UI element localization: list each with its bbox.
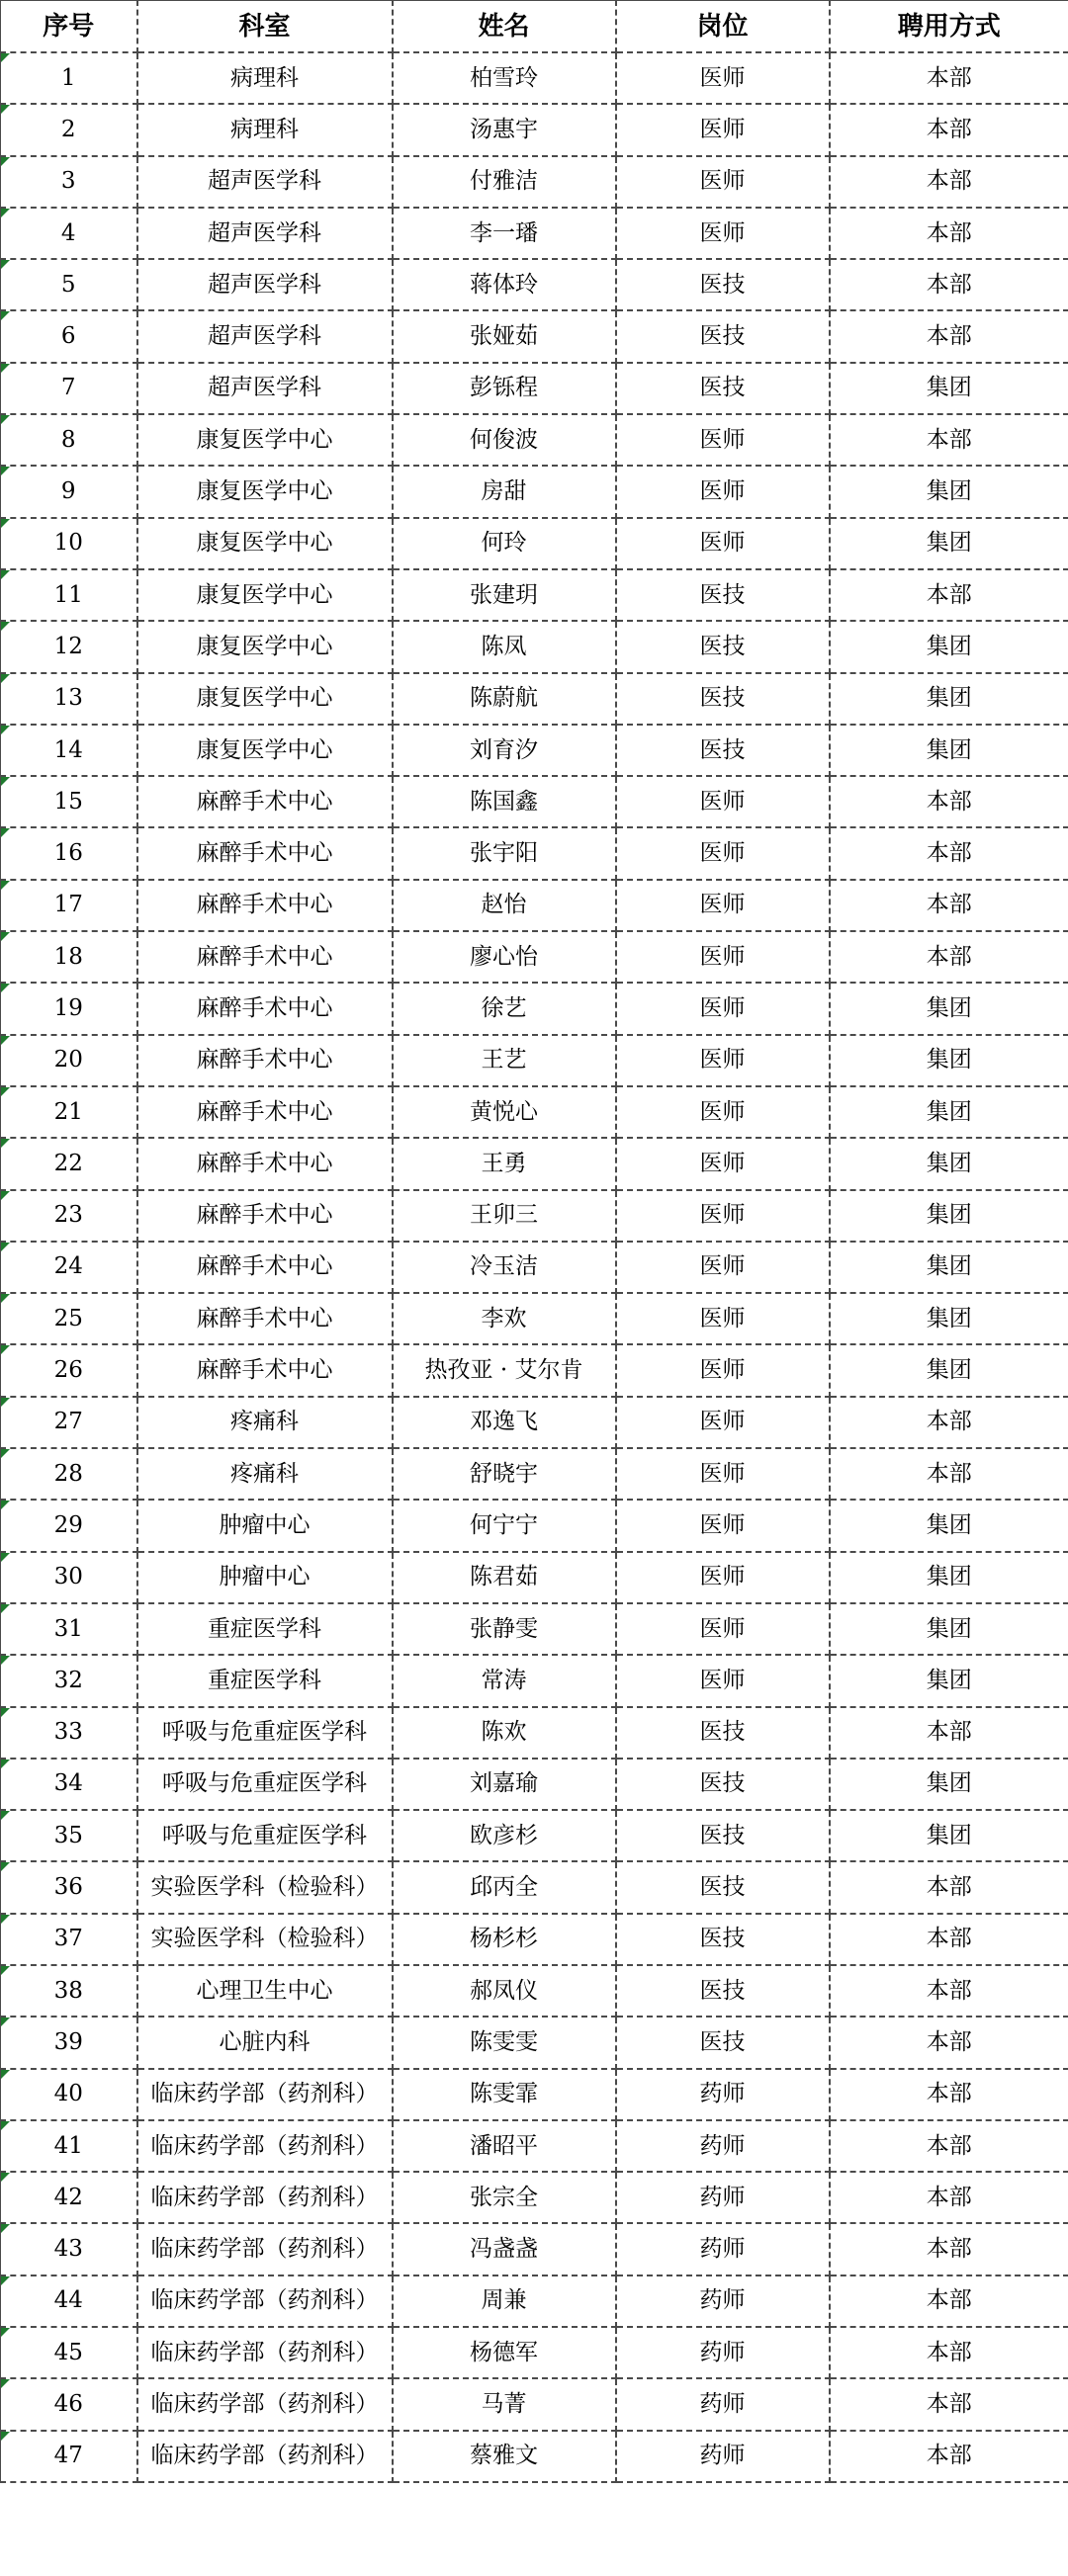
cell-name: 蔡雅文 xyxy=(393,2431,616,2482)
cell-name: 付雅洁 xyxy=(393,156,616,208)
cell-dept: 麻醉手术中心 xyxy=(137,776,393,827)
cell-employment: 本部 xyxy=(830,1448,1068,1500)
cell-no: 30 xyxy=(1,1552,137,1603)
cell-no: 34 xyxy=(1,1759,137,1810)
cell-post: 医师 xyxy=(616,1655,830,1706)
cell-employment: 本部 xyxy=(830,2120,1068,2172)
cell-post: 医技 xyxy=(616,569,830,621)
cell-dept: 疼痛科 xyxy=(137,1397,393,1448)
cell-employment: 集团 xyxy=(830,1552,1068,1603)
cell-post: 医师 xyxy=(616,880,830,931)
cell-dept: 实验医学科（检验科） xyxy=(137,1861,393,1913)
cell-dept: 肿瘤中心 xyxy=(137,1500,393,1551)
cell-dept: 临床药学部（药剂科） xyxy=(137,2378,393,2430)
table-row xyxy=(1,104,1068,155)
cell-name: 柏雪玲 xyxy=(393,52,616,104)
table-row xyxy=(1,1397,1068,1448)
cell-post: 药师 xyxy=(616,2172,830,2223)
cell-post: 医师 xyxy=(616,1603,830,1655)
cell-no: 32 xyxy=(1,1655,137,1706)
cell-post: 医技 xyxy=(616,2017,830,2068)
cell-employment: 本部 xyxy=(830,2275,1068,2327)
cell-no: 13 xyxy=(1,673,137,725)
table-row xyxy=(1,2431,1068,2482)
table-row xyxy=(1,259,1068,310)
cell-post: 医师 xyxy=(616,1190,830,1242)
cell-dept: 超声医学科 xyxy=(137,156,393,208)
cell-no: 8 xyxy=(1,414,137,466)
table-row xyxy=(1,1500,1068,1551)
cell-dept: 肿瘤中心 xyxy=(137,1552,393,1603)
cell-post: 医技 xyxy=(616,1965,830,2017)
cell-employment: 本部 xyxy=(830,569,1068,621)
cell-dept: 重症医学科 xyxy=(137,1655,393,1706)
cell-employment: 本部 xyxy=(830,2223,1068,2275)
cell-dept: 临床药学部（药剂科） xyxy=(137,2120,393,2172)
table-row xyxy=(1,1707,1068,1759)
table-row xyxy=(1,2172,1068,2223)
cell-dept: 康复医学中心 xyxy=(137,569,393,621)
header-row xyxy=(1,1,1068,53)
cell-dept: 病理科 xyxy=(137,104,393,155)
cell-employment: 本部 xyxy=(830,2327,1068,2378)
cell-employment: 集团 xyxy=(830,1759,1068,1810)
cell-no: 10 xyxy=(1,518,137,569)
cell-dept: 超声医学科 xyxy=(137,259,393,310)
table-row xyxy=(1,1242,1068,1293)
cell-dept: 麻醉手术中心 xyxy=(137,1190,393,1242)
cell-name: 陈蔚航 xyxy=(393,673,616,725)
cell-dept: 临床药学部（药剂科） xyxy=(137,2275,393,2327)
cell-employment: 集团 xyxy=(830,518,1068,569)
cell-employment: 集团 xyxy=(830,1500,1068,1551)
cell-name: 舒晓宇 xyxy=(393,1448,616,1500)
cell-name: 黄悦心 xyxy=(393,1086,616,1138)
cell-no: 47 xyxy=(1,2431,137,2482)
cell-no: 44 xyxy=(1,2275,137,2327)
cell-employment: 本部 xyxy=(830,1707,1068,1759)
cell-name: 蒋体玲 xyxy=(393,259,616,310)
cell-dept: 康复医学中心 xyxy=(137,466,393,517)
cell-name: 张娅茹 xyxy=(393,310,616,362)
cell-name: 陈凤 xyxy=(393,621,616,672)
table-row xyxy=(1,725,1068,776)
cell-dept: 麻醉手术中心 xyxy=(137,880,393,931)
cell-no: 33 xyxy=(1,1707,137,1759)
table-row xyxy=(1,156,1068,208)
cell-post: 医师 xyxy=(616,983,830,1034)
table-row xyxy=(1,1759,1068,1810)
cell-post: 医师 xyxy=(616,1552,830,1603)
cell-no: 15 xyxy=(1,776,137,827)
cell-dept: 麻醉手术中心 xyxy=(137,983,393,1034)
cell-post: 医技 xyxy=(616,1707,830,1759)
cell-name: 何玲 xyxy=(393,518,616,569)
cell-dept: 康复医学中心 xyxy=(137,414,393,466)
cell-no: 5 xyxy=(1,259,137,310)
cell-post: 医师 xyxy=(616,414,830,466)
table-row xyxy=(1,1810,1068,1861)
cell-dept: 麻醉手术中心 xyxy=(137,1242,393,1293)
cell-post: 医技 xyxy=(616,1914,830,1965)
table-row xyxy=(1,1552,1068,1603)
cell-no: 6 xyxy=(1,310,137,362)
cell-post: 医技 xyxy=(616,621,830,672)
cell-no: 16 xyxy=(1,827,137,879)
cell-employment: 集团 xyxy=(830,1138,1068,1189)
cell-name: 张静雯 xyxy=(393,1603,616,1655)
cell-no: 36 xyxy=(1,1861,137,1913)
cell-employment: 集团 xyxy=(830,621,1068,672)
cell-dept: 康复医学中心 xyxy=(137,518,393,569)
cell-employment: 本部 xyxy=(830,104,1068,155)
cell-dept: 病理科 xyxy=(137,52,393,104)
cell-employment: 集团 xyxy=(830,363,1068,414)
cell-no: 7 xyxy=(1,363,137,414)
table-header xyxy=(1,1,1068,53)
cell-name: 李欢 xyxy=(393,1293,616,1344)
table-row xyxy=(1,1861,1068,1913)
cell-no: 22 xyxy=(1,1138,137,1189)
cell-no: 11 xyxy=(1,569,137,621)
table-row xyxy=(1,931,1068,983)
cell-dept: 重症医学科 xyxy=(137,1603,393,1655)
cell-name: 何俊波 xyxy=(393,414,616,466)
cell-dept: 临床药学部（药剂科） xyxy=(137,2431,393,2482)
cell-name: 汤惠宇 xyxy=(393,104,616,155)
cell-dept: 心理卫生中心 xyxy=(137,1965,393,2017)
cell-dept: 呼吸与危重症医学科 xyxy=(137,1810,393,1861)
table-row xyxy=(1,1035,1068,1086)
cell-no: 23 xyxy=(1,1190,137,1242)
cell-post: 医师 xyxy=(616,1086,830,1138)
cell-post: 医师 xyxy=(616,931,830,983)
cell-name: 王艺 xyxy=(393,1035,616,1086)
cell-employment: 本部 xyxy=(830,310,1068,362)
table-row xyxy=(1,52,1068,104)
cell-dept: 麻醉手术中心 xyxy=(137,1086,393,1138)
cell-post: 医技 xyxy=(616,673,830,725)
cell-dept: 康复医学中心 xyxy=(137,725,393,776)
table-row xyxy=(1,1086,1068,1138)
cell-dept: 临床药学部（药剂科） xyxy=(137,2172,393,2223)
cell-employment: 本部 xyxy=(830,1914,1068,1965)
cell-post: 医师 xyxy=(616,518,830,569)
table-row xyxy=(1,2069,1068,2120)
cell-post: 药师 xyxy=(616,2275,830,2327)
cell-no: 38 xyxy=(1,1965,137,2017)
cell-name: 张宗全 xyxy=(393,2172,616,2223)
cell-no: 42 xyxy=(1,2172,137,2223)
cell-post: 医师 xyxy=(616,104,830,155)
cell-employment: 本部 xyxy=(830,2378,1068,2430)
cell-name: 杨德军 xyxy=(393,2327,616,2378)
cell-no: 17 xyxy=(1,880,137,931)
cell-name: 刘育汐 xyxy=(393,725,616,776)
cell-name: 杨杉杉 xyxy=(393,1914,616,1965)
cell-name: 李一璠 xyxy=(393,208,616,259)
cell-no: 14 xyxy=(1,725,137,776)
cell-post: 医师 xyxy=(616,1448,830,1500)
cell-dept: 临床药学部（药剂科） xyxy=(137,2223,393,2275)
cell-employment: 集团 xyxy=(830,1655,1068,1706)
cell-no: 26 xyxy=(1,1344,137,1396)
cell-post: 医技 xyxy=(616,1861,830,1913)
cell-name: 热孜亚 · 艾尔肯 xyxy=(393,1344,616,1396)
cell-employment: 本部 xyxy=(830,1965,1068,2017)
cell-dept: 临床药学部（药剂科） xyxy=(137,2327,393,2378)
cell-name: 欧彦杉 xyxy=(393,1810,616,1861)
cell-dept: 超声医学科 xyxy=(137,310,393,362)
cell-employment: 本部 xyxy=(830,776,1068,827)
cell-employment: 本部 xyxy=(830,52,1068,104)
cell-employment: 本部 xyxy=(830,208,1068,259)
cell-post: 药师 xyxy=(616,2223,830,2275)
cell-no: 19 xyxy=(1,983,137,1034)
cell-name: 陈雯霏 xyxy=(393,2069,616,2120)
cell-no: 1 xyxy=(1,52,137,104)
cell-name: 陈国鑫 xyxy=(393,776,616,827)
cell-no: 9 xyxy=(1,466,137,517)
cell-no: 43 xyxy=(1,2223,137,2275)
cell-name: 潘昭平 xyxy=(393,2120,616,2172)
cell-name: 陈欢 xyxy=(393,1707,616,1759)
cell-name: 冯盏盏 xyxy=(393,2223,616,2275)
cell-employment: 集团 xyxy=(830,466,1068,517)
cell-name: 邓逸飞 xyxy=(393,1397,616,1448)
header-employment: 聘用方式 xyxy=(830,1,1068,53)
cell-name: 马菁 xyxy=(393,2378,616,2430)
cell-no: 46 xyxy=(1,2378,137,2430)
table-row xyxy=(1,776,1068,827)
cell-no: 18 xyxy=(1,931,137,983)
cell-dept: 麻醉手术中心 xyxy=(137,1035,393,1086)
cell-name: 彭铄程 xyxy=(393,363,616,414)
cell-employment: 本部 xyxy=(830,827,1068,879)
cell-dept: 麻醉手术中心 xyxy=(137,931,393,983)
cell-no: 12 xyxy=(1,621,137,672)
table-row xyxy=(1,1965,1068,2017)
cell-no: 31 xyxy=(1,1603,137,1655)
cell-dept: 麻醉手术中心 xyxy=(137,1293,393,1344)
cell-employment: 本部 xyxy=(830,931,1068,983)
cell-post: 药师 xyxy=(616,2069,830,2120)
cell-post: 医师 xyxy=(616,776,830,827)
cell-employment: 集团 xyxy=(830,725,1068,776)
table-row xyxy=(1,310,1068,362)
cell-dept: 心脏内科 xyxy=(137,2017,393,2068)
cell-employment: 本部 xyxy=(830,259,1068,310)
cell-post: 医技 xyxy=(616,310,830,362)
cell-dept: 麻醉手术中心 xyxy=(137,1344,393,1396)
cell-employment: 集团 xyxy=(830,1086,1068,1138)
cell-name: 刘嘉瑜 xyxy=(393,1759,616,1810)
cell-post: 医师 xyxy=(616,1242,830,1293)
cell-dept: 临床药学部（药剂科） xyxy=(137,2069,393,2120)
cell-employment: 集团 xyxy=(830,1810,1068,1861)
table-row xyxy=(1,983,1068,1034)
cell-dept: 实验医学科（检验科） xyxy=(137,1914,393,1965)
table-row xyxy=(1,827,1068,879)
cell-post: 药师 xyxy=(616,2378,830,2430)
table-row xyxy=(1,363,1068,414)
cell-employment: 集团 xyxy=(830,673,1068,725)
cell-employment: 集团 xyxy=(830,1190,1068,1242)
cell-employment: 本部 xyxy=(830,1397,1068,1448)
cell-post: 医师 xyxy=(616,1344,830,1396)
cell-name: 陈君茹 xyxy=(393,1552,616,1603)
cell-dept: 超声医学科 xyxy=(137,208,393,259)
cell-employment: 集团 xyxy=(830,1035,1068,1086)
table-row xyxy=(1,1655,1068,1706)
table-row xyxy=(1,673,1068,725)
cell-no: 45 xyxy=(1,2327,137,2378)
table-row xyxy=(1,2327,1068,2378)
cell-name: 房甜 xyxy=(393,466,616,517)
table-row xyxy=(1,1603,1068,1655)
cell-dept: 麻醉手术中心 xyxy=(137,1138,393,1189)
cell-dept: 呼吸与危重症医学科 xyxy=(137,1707,393,1759)
cell-no: 41 xyxy=(1,2120,137,2172)
cell-no: 24 xyxy=(1,1242,137,1293)
cell-post: 药师 xyxy=(616,2120,830,2172)
cell-employment: 集团 xyxy=(830,983,1068,1034)
table-row xyxy=(1,2378,1068,2430)
table-body xyxy=(1,52,1068,2482)
cell-dept: 呼吸与危重症医学科 xyxy=(137,1759,393,1810)
cell-post: 医技 xyxy=(616,1759,830,1810)
header-name: 姓名 xyxy=(393,1,616,53)
cell-post: 医师 xyxy=(616,827,830,879)
cell-post: 医师 xyxy=(616,1397,830,1448)
cell-employment: 本部 xyxy=(830,2069,1068,2120)
cell-post: 医师 xyxy=(616,1035,830,1086)
table-row xyxy=(1,880,1068,931)
cell-no: 40 xyxy=(1,2069,137,2120)
cell-no: 25 xyxy=(1,1293,137,1344)
cell-no: 20 xyxy=(1,1035,137,1086)
cell-employment: 本部 xyxy=(830,2017,1068,2068)
cell-name: 王勇 xyxy=(393,1138,616,1189)
cell-name: 周兼 xyxy=(393,2275,616,2327)
table-row xyxy=(1,1293,1068,1344)
cell-no: 35 xyxy=(1,1810,137,1861)
cell-post: 医师 xyxy=(616,1138,830,1189)
header-dept: 科室 xyxy=(137,1,393,53)
cell-no: 2 xyxy=(1,104,137,155)
cell-name: 赵怡 xyxy=(393,880,616,931)
cell-name: 廖心怡 xyxy=(393,931,616,983)
cell-employment: 集团 xyxy=(830,1293,1068,1344)
cell-name: 陈雯雯 xyxy=(393,2017,616,2068)
table-row xyxy=(1,1914,1068,1965)
cell-no: 3 xyxy=(1,156,137,208)
cell-name: 郝凤仪 xyxy=(393,1965,616,2017)
cell-employment: 本部 xyxy=(830,1861,1068,1913)
cell-no: 21 xyxy=(1,1086,137,1138)
table-row xyxy=(1,414,1068,466)
cell-name: 徐艺 xyxy=(393,983,616,1034)
cell-post: 医师 xyxy=(616,466,830,517)
header-post: 岗位 xyxy=(616,1,830,53)
cell-no: 27 xyxy=(1,1397,137,1448)
cell-employment: 集团 xyxy=(830,1603,1068,1655)
cell-post: 医师 xyxy=(616,1500,830,1551)
table-row xyxy=(1,2120,1068,2172)
cell-post: 医技 xyxy=(616,1810,830,1861)
cell-post: 医技 xyxy=(616,259,830,310)
cell-no: 39 xyxy=(1,2017,137,2068)
cell-no: 28 xyxy=(1,1448,137,1500)
cell-name: 王卯三 xyxy=(393,1190,616,1242)
table-row xyxy=(1,2275,1068,2327)
cell-name: 张宇阳 xyxy=(393,827,616,879)
cell-no: 4 xyxy=(1,208,137,259)
cell-name: 冷玉洁 xyxy=(393,1242,616,1293)
cell-post: 医师 xyxy=(616,52,830,104)
cell-post: 医师 xyxy=(616,156,830,208)
cell-employment: 本部 xyxy=(830,414,1068,466)
cell-dept: 康复医学中心 xyxy=(137,673,393,725)
table-row xyxy=(1,569,1068,621)
table-row xyxy=(1,466,1068,517)
table-row xyxy=(1,1344,1068,1396)
cell-no: 29 xyxy=(1,1500,137,1551)
table-row xyxy=(1,1138,1068,1189)
cell-post: 医技 xyxy=(616,725,830,776)
cell-post: 医师 xyxy=(616,1293,830,1344)
cell-name: 张建玥 xyxy=(393,569,616,621)
cell-post: 医技 xyxy=(616,363,830,414)
table-row xyxy=(1,621,1068,672)
cell-post: 医师 xyxy=(616,208,830,259)
table-row xyxy=(1,2017,1068,2068)
cell-name: 常涛 xyxy=(393,1655,616,1706)
header-no: 序号 xyxy=(1,1,137,53)
table-row xyxy=(1,1448,1068,1500)
cell-name: 何宁宁 xyxy=(393,1500,616,1551)
cell-employment: 本部 xyxy=(830,2431,1068,2482)
cell-employment: 集团 xyxy=(830,1242,1068,1293)
cell-post: 药师 xyxy=(616,2327,830,2378)
cell-dept: 超声医学科 xyxy=(137,363,393,414)
table-row xyxy=(1,2223,1068,2275)
cell-no: 37 xyxy=(1,1914,137,1965)
cell-employment: 本部 xyxy=(830,156,1068,208)
cell-dept: 疼痛科 xyxy=(137,1448,393,1500)
cell-post: 药师 xyxy=(616,2431,830,2482)
cell-dept: 康复医学中心 xyxy=(137,621,393,672)
table-row xyxy=(1,208,1068,259)
cell-name: 邱丙全 xyxy=(393,1861,616,1913)
cell-employment: 本部 xyxy=(830,2172,1068,2223)
cell-employment: 本部 xyxy=(830,880,1068,931)
table-row xyxy=(1,518,1068,569)
table-row xyxy=(1,1190,1068,1242)
cell-dept: 麻醉手术中心 xyxy=(137,827,393,879)
cell-employment: 集团 xyxy=(830,1344,1068,1396)
